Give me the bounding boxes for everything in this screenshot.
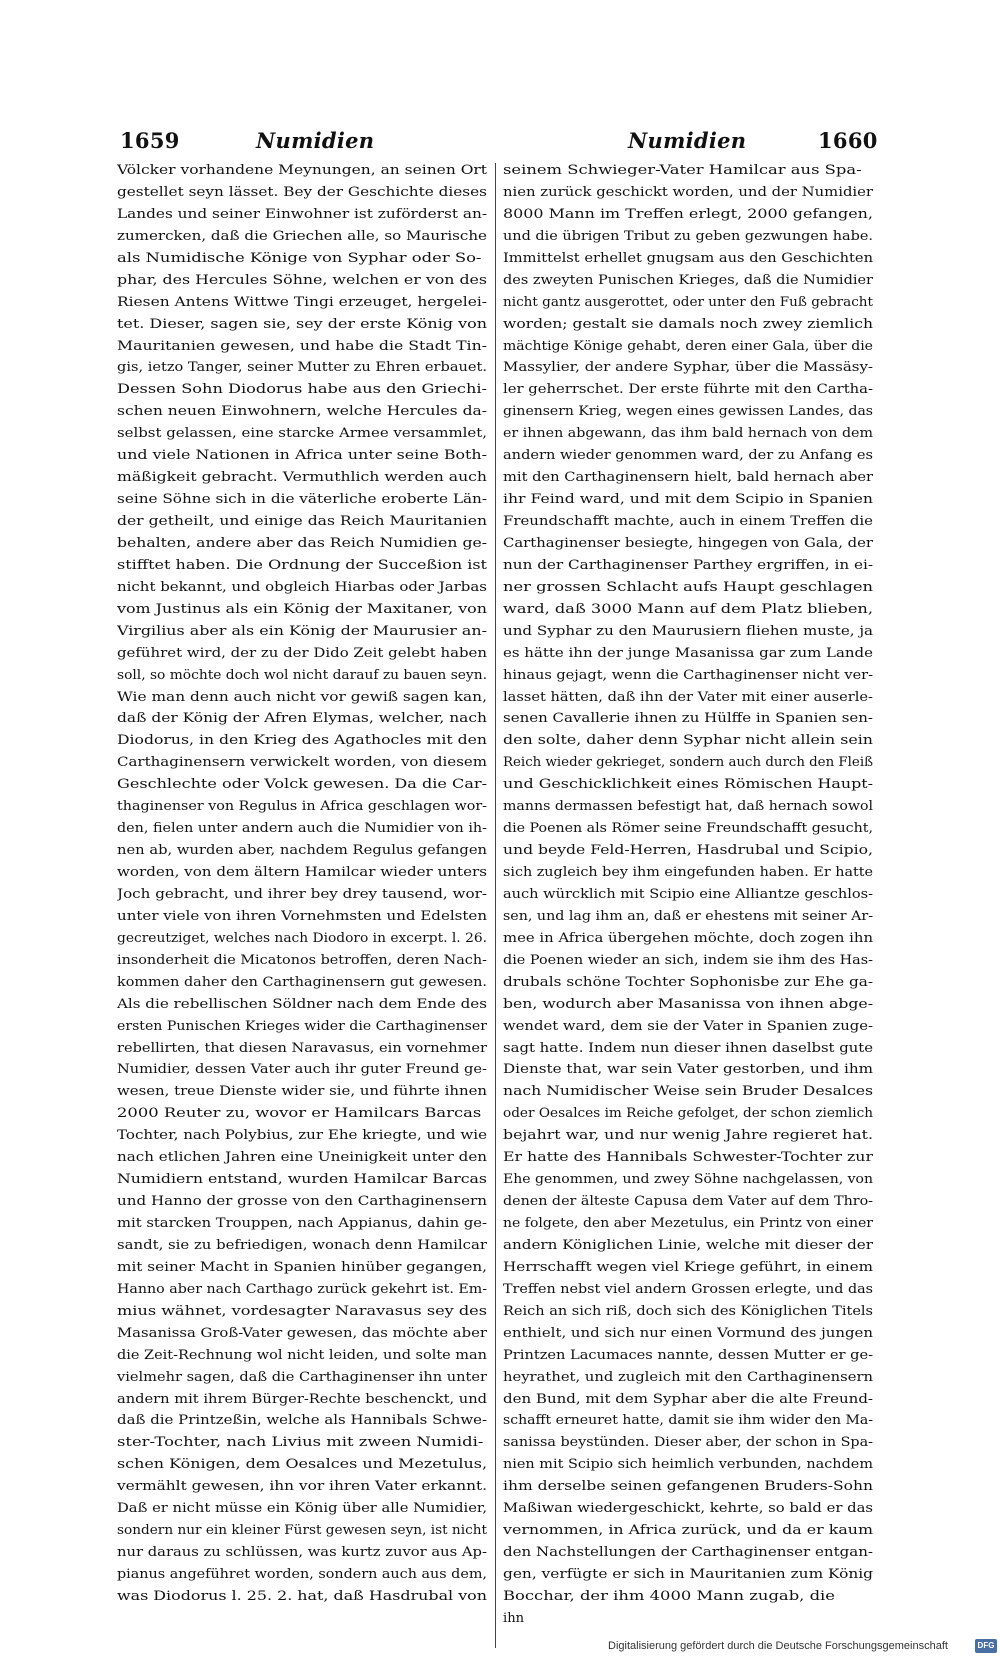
text-line: und viele Nationen in Africa unter seine Both- <box>117 448 487 464</box>
text-line: mächtige Könige gehabt, deren einer Gala, über die <box>503 338 873 354</box>
text-line: Numidier, dessen Vater auch ihr guter Freund ge- <box>117 1062 487 1078</box>
text-line: gen, verfügte er sich in Mauritanien zum König <box>503 1567 873 1582</box>
text-line: den Nachstellungen der Carthaginenser entgan- <box>503 1545 873 1561</box>
text-line: als Numidische Könige von Syphar oder So- <box>117 250 482 266</box>
page-number-right: 1660 <box>818 128 878 153</box>
text-line: sich zugleich bey ihm eingefunden haben. Er hatte <box>503 865 873 880</box>
text-line: Virgilius aber als ein König der Maurusier an- <box>117 623 487 639</box>
text-line: Massylier, der andere Syphar, über die Massäsy- <box>503 360 873 376</box>
text-line: Wie man denn auch nicht vor gewiß sagen kan, <box>117 689 487 705</box>
text-line: Hanno aber nach Carthago zurück gekehrt ist. Em- <box>117 1281 487 1297</box>
text-line: es hätte ihn der junge Masanissa gar zum Lande <box>503 645 873 661</box>
text-line: mius wähnet, vordesagter Naravasus sey des <box>117 1303 487 1319</box>
text-line: Freundschafft machte, auch in einem Treffen die <box>503 514 873 529</box>
text-line: Reich an sich riß, doch sich des Königlichen Titels <box>503 1303 873 1319</box>
text-line: und die übrigen Tribut zu geben gezwungen habe. <box>503 228 873 244</box>
text-line: sagt hatte. Indem nun dieser ihnen daselbst gute <box>503 1040 873 1056</box>
text-line: seinem Schwieger-Vater Hamilcar aus Spa- <box>503 163 862 178</box>
text-line: der getheilt, und einige das Reich Mauritanien <box>117 514 487 529</box>
text-line: vernommen, in Africa zurück, und da er kaum <box>503 1523 873 1539</box>
text-line: Landes und seiner Einwohner ist zuförderst an- <box>117 206 487 222</box>
text-line: was Diodorus l. 25. 2. hat, daß Hasdrubal von <box>117 1588 487 1604</box>
text-line: ersten Punischen Krieges wider die Carthaginenser <box>117 1018 487 1034</box>
text-line: Ehe genommen, und zwey Söhne nachgelassen, von <box>503 1172 873 1188</box>
text-line: ihr Feind ward, und mit dem Scipio in Spanien <box>503 492 873 508</box>
text-line: sondern nur ein kleiner Fürst gewesen seyn, ist nicht <box>117 1523 487 1539</box>
text-line: nur daraus zu schlüssen, was kurtz zuvor aus Ap- <box>117 1545 487 1561</box>
text-line: phar, des Hercules Söhne, welchen er von des <box>117 272 487 288</box>
text-line: lasset hätten, daß ihn der Vater mit einer auserle- <box>503 689 873 705</box>
text-line: gestellet seyn lässet. Bey der Geschichte dieses <box>117 184 487 200</box>
text-line: Dessen Sohn Diodorus habe aus den Griechi- <box>117 382 487 398</box>
text-line: ginensern Krieg, wegen eines gewissen Landes, das <box>503 404 873 420</box>
text-line: gis, ietzo Tanger, seiner Mutter zu Ehren erbauet. <box>117 360 487 376</box>
text-line: und Geschicklichkeit eines Römischen Haupt- <box>503 777 873 793</box>
text-line: ihm derselbe seinen gefangenen Bruders-Sohn <box>503 1479 873 1495</box>
dfg-logo-icon: DFG <box>975 1639 997 1653</box>
text-line: und Syphar zu den Maurusiern fliehen muste, ja <box>503 623 873 639</box>
text-line: schafft erneuret hatte, damit sie ihm wider den Ma- <box>503 1413 873 1429</box>
text-line: Er hatte des Hannibals Schwester-Tochter zur <box>503 1150 873 1166</box>
text-line: ward, daß 3000 Mann auf dem Platz blieben, <box>503 601 873 617</box>
text-line: daß der König der Afren Elymas, welcher, nach <box>117 711 487 727</box>
text-line: gecreutziget, welches nach Diodoro in excerpt. l. 26. <box>117 930 487 946</box>
text-line: Mauritanien gewesen, und habe die Stadt Tin- <box>117 338 487 354</box>
text-line: insonderheit die Micatonos betroffen, deren Nach- <box>117 952 487 968</box>
text-line: Numidiern entstand, wurden Hamilcar Barcas <box>117 1172 487 1188</box>
text-line: worden; gestalt sie damals noch zwey ziemlich <box>503 316 873 332</box>
footer-credit: Digitalisierung gefördert durch die Deutsche Forschungsgemeinschaft <box>608 1640 948 1652</box>
text-line: daß die Printzeßin, welche als Hannibals Schwe- <box>117 1413 487 1429</box>
running-title-right: Numidien <box>628 128 747 153</box>
text-line: nun der Carthaginenser Parthey ergriffen, in ei- <box>503 557 873 573</box>
text-line: stifftet haben. Die Ordnung der Succeßion ist <box>117 557 487 573</box>
text-line: seine Söhne sich in die väterliche eroberte Län- <box>117 492 487 508</box>
text-line: vielmehr sagen, daß die Carthaginenser ihn unter <box>117 1369 487 1385</box>
text-line: den, fielen unter andern auch die Numidier von ih- <box>117 821 487 837</box>
text-line: pianus angeführet worden, sondern auch aus dem, <box>117 1567 487 1582</box>
text-line: soll, so möchte doch wol nicht darauf zu bauen seyn. <box>117 667 487 683</box>
text-line: nicht bekannt, und obgleich Hiarbas oder Jarbas <box>117 579 487 595</box>
text-line: sandt, sie zu befriedigen, wonach denn Hamilcar <box>117 1237 487 1253</box>
text-line: 2000 Reuter zu, wovor er Hamilcars Barcas <box>117 1106 482 1122</box>
text-line: die Zeit-Rechnung wol nicht leiden, und solte man <box>117 1347 487 1363</box>
text-line: schen neuen Einwohnern, welche Hercules da- <box>117 404 487 420</box>
text-line: ne folgete, den aber Mezetulus, ein Printz von einer <box>503 1216 873 1231</box>
text-line: nicht gantz ausgerottet, oder unter den Fuß gebracht <box>503 294 873 310</box>
text-line: oder Oesalces im Reiche gefolget, der schon ziemlich <box>503 1106 873 1122</box>
text-line: drubals schöne Tochter Sophonisbe zur Ehe ga- <box>503 974 873 990</box>
left-column <box>117 160 487 1608</box>
text-line: ben, wodurch aber Masanissa von ihnen abge- <box>503 996 873 1012</box>
running-title-left: Numidien <box>256 128 375 153</box>
text-line: kommen daher den Carthaginensern gut gewesen. <box>117 974 487 990</box>
text-line: nien zurück geschickt worden, und der Numidier <box>503 184 873 200</box>
text-line: Joch gebracht, und ihrer bey drey tausend, wor- <box>117 886 487 902</box>
text-line: manns dermassen befestigt hat, daß hernach sowol <box>503 799 873 815</box>
text-line: Diodorus, in den Krieg des Agathocles mit den <box>117 733 487 749</box>
text-line: Dienste that, war sein Vater gestorben, und ihm <box>503 1062 873 1078</box>
text-line: den solte, daher denn Syphar nicht allein sein <box>503 733 873 749</box>
text-line: worden, von dem ältern Hamilcar wieder unters <box>117 865 487 880</box>
text-line: er ihnen abgewann, das ihm bald hernach von dem <box>503 426 873 442</box>
text-line: mee in Africa übergehen möchte, doch zogen ihn <box>503 930 873 946</box>
text-line: Maßiwan wiedergeschickt, kehrte, so bald er das <box>503 1501 873 1517</box>
text-line: sen, und lag ihm an, daß er ehestens mit seiner Ar- <box>503 908 873 924</box>
text-line: andern Königlichen Linie, welche mit dieser der <box>503 1237 873 1253</box>
text-line: die Poenen als Römer seine Freundschafft gesucht, <box>503 821 873 837</box>
text-line: auch würcklich mit Scipio eine Alliantze geschlos- <box>503 886 873 902</box>
text-line: nien mit Scipio sich heimlich verbunden, nachdem <box>503 1457 873 1473</box>
text-line: tet. Dieser, sagen sie, sey der erste König von <box>117 316 487 332</box>
text-line: andern mit ihrem Bürger-Rechte beschenckt, und <box>117 1391 487 1407</box>
text-line: Tochter, nach Polybius, zur Ehe kriegte, und wie <box>117 1128 487 1144</box>
text-line: wendet ward, dem sie der Vater in Spanien zuge- <box>503 1018 873 1034</box>
text-line: unter viele von ihren Vornehmsten und Edelsten <box>117 908 487 924</box>
text-line: Printzen Lacumaces nannte, dessen Mutter er ge- <box>503 1347 873 1363</box>
text-line: senen Cavallerie ihnen zu Hülffe in Spanien sen- <box>503 711 873 727</box>
text-line: ster-Tochter, nach Livius mit zween Numidi- <box>117 1435 484 1451</box>
text-line: thaginenser von Regulus in Africa geschlagen wor- <box>117 799 487 815</box>
text-line: schen Königen, dem Oesalces und Mezetulus, <box>117 1457 487 1473</box>
text-line: mit den Carthaginensern hielt, bald hernach aber <box>503 470 873 486</box>
text-line: Masanissa Groß-Vater gewesen, das möchte aber <box>117 1325 487 1341</box>
text-line: ner grossen Schlacht aufs Haupt geschlagen <box>503 579 873 595</box>
text-line: Herrschafft wegen viel Kriege geführt, in einem <box>503 1259 873 1275</box>
text-line: heyrathet, und zugleich mit den Carthaginensern <box>503 1369 873 1385</box>
text-line: mit seiner Macht in Spanien hinüber gegangen, <box>117 1259 487 1275</box>
text-line: Immittelst erhellet gnugsam aus den Geschichten <box>503 250 873 266</box>
text-line: Carthaginenser besiegte, hingegen von Gala, der <box>503 535 873 551</box>
text-line: mäßigkeit gebracht. Vermuthlich werden auch <box>117 470 487 486</box>
text-line: Völcker vorhandene Meynungen, an seinen Ort <box>117 163 487 178</box>
text-line: vom Justinus als ein König der Maxitaner, von <box>117 601 487 617</box>
text-line: wesen, treue Dienste wider sie, und führte ihnen <box>117 1084 487 1100</box>
text-line: Carthaginensern verwickelt worden, von diesem <box>117 755 487 771</box>
text-line: und Hanno der grosse von den Carthaginensern <box>117 1194 487 1210</box>
text-line: Bocchar, der ihm 4000 Mann zugab, die <box>503 1588 835 1604</box>
text-line: geführet wird, der zu der Dido Zeit gelebt haben <box>117 645 487 661</box>
text-line: ler geherrschet. Der erste führte mit den Cartha- <box>503 382 873 398</box>
text-line: Als die rebellischen Söldner nach dem Ende des <box>117 996 487 1012</box>
text-line: mit starcken Trouppen, nach Appianus, dahin ge- <box>117 1216 487 1231</box>
text-line: Reich wieder gekrieget, sondern auch durch den Fleiß <box>503 755 873 771</box>
text-line: nen ab, wurden aber, nachdem Regulus gefangen <box>117 843 487 859</box>
text-line: denen der älteste Capusa dem Vater auf dem Thro- <box>503 1194 873 1210</box>
column-divider <box>495 163 496 1648</box>
text-line: Geschlechte oder Volck gewesen. Da die Car- <box>117 777 487 793</box>
text-line: enthielt, und sich nur einen Vormund des jungen <box>503 1325 873 1341</box>
text-line: behalten, andere aber das Reich Numidien ge- <box>117 535 487 551</box>
text-line: vermählt gewesen, ihn vor ihren Vater erkannt. <box>117 1479 487 1495</box>
text-line: den Bund, mit dem Syphar aber die alte Freund- <box>503 1391 873 1407</box>
text-line: nach Numidischer Weise sein Bruder Desalces <box>503 1084 873 1100</box>
text-line: ihn <box>503 1610 525 1626</box>
text-line: bejahrt war, und nur wenig Jahre regieret hat. <box>503 1128 873 1144</box>
text-line: andern wieder genommen ward, der zu Anfang es <box>503 448 873 464</box>
text-line: selbst gelassen, eine starcke Armee versammlet, <box>117 426 487 442</box>
text-line: und beyde Feld-Herren, Hasdrubal und Scipio, <box>503 843 873 859</box>
text-line: des zweyten Punischen Krieges, daß die Numidier <box>503 272 873 288</box>
text-line: rebellirten, that diesen Naravasus, ein vornehmer <box>117 1040 487 1056</box>
right-column <box>503 160 873 1630</box>
text-line: Treffen nebst viel andern Grossen erlegte, und das <box>503 1281 873 1297</box>
text-line: die Poenen wieder an sich, indem sie ihm des Has- <box>503 952 873 968</box>
text-line: zumercken, daß die Griechen alle, so Maurische <box>117 228 487 244</box>
text-line: Daß er nicht müsse ein König über alle Numidier, <box>117 1501 487 1517</box>
text-line: nach etlichen Jahren eine Uneinigkeit unter den <box>117 1150 487 1166</box>
text-line: 8000 Mann im Treffen erlegt, 2000 gefangen, <box>503 206 873 222</box>
text-line: Riesen Antens Wittwe Tingi erzeuget, hergelei- <box>117 294 487 310</box>
page-number-left: 1659 <box>120 128 180 153</box>
text-line: sanissa beystünden. Dieser aber, der schon in Spa- <box>503 1435 873 1451</box>
text-line: hinaus gejagt, wenn die Carthaginenser nicht ver- <box>503 667 873 683</box>
